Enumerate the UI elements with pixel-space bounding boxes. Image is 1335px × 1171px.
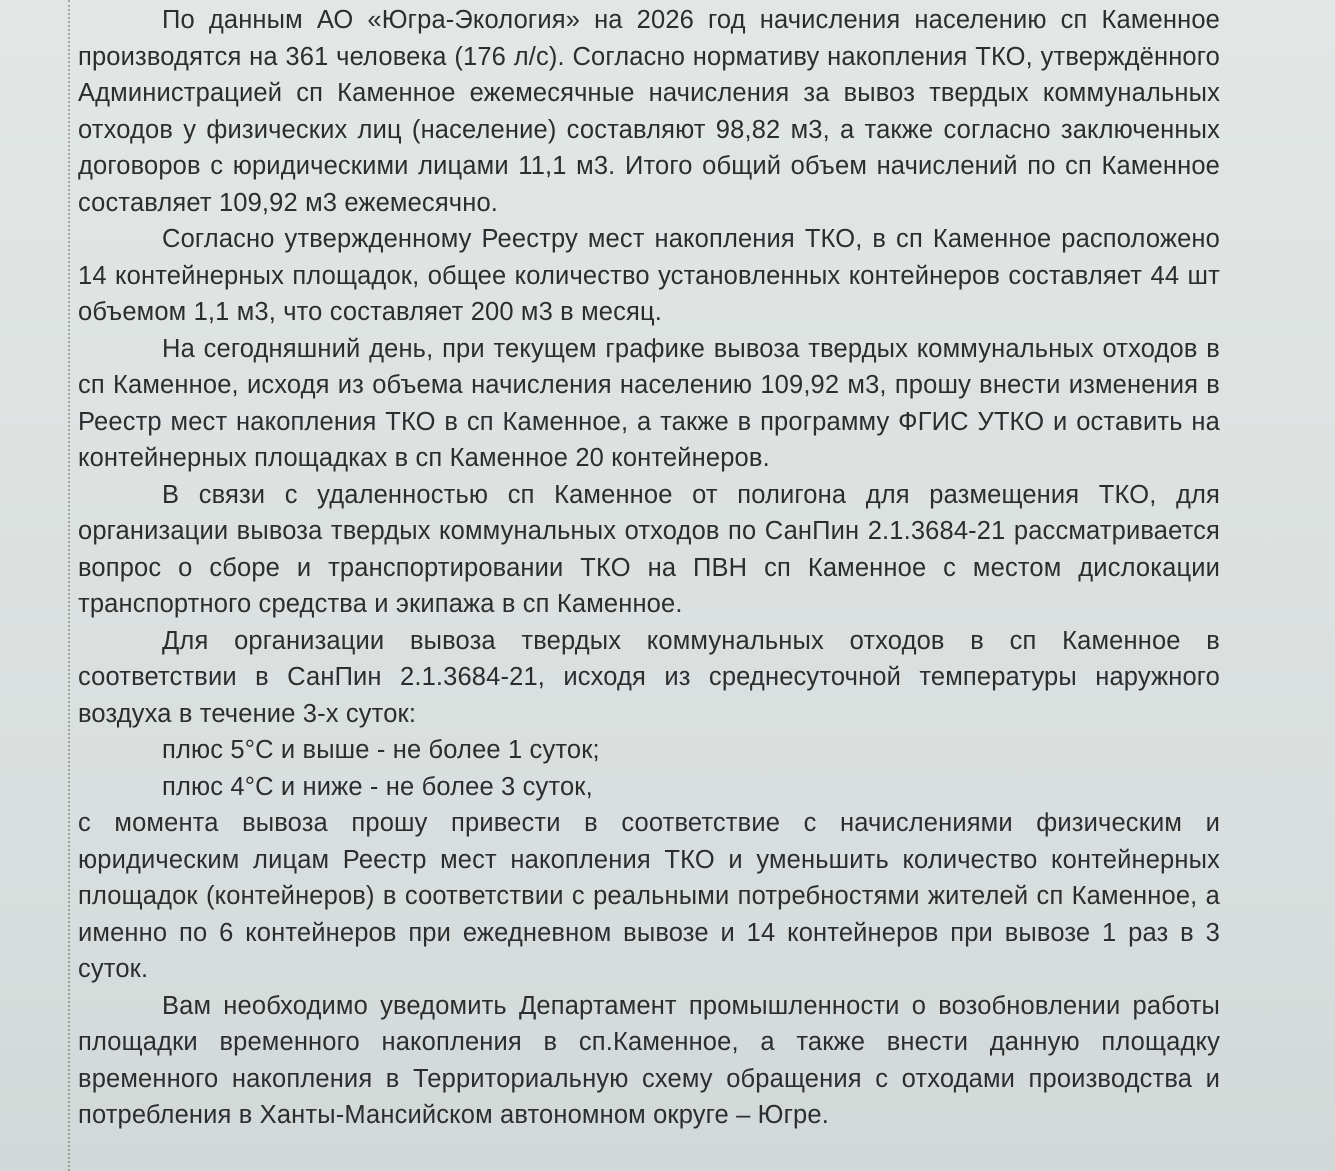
letter-body [78, 2, 1220, 1134]
paragraph-notify-department: Вам необходимо уведомить Департамент промышленности о возобновлении работы площадки временного накопления в сп.Каменное, а также внести данную площадку временного накопления в Территориальную схему обращения с отходами производства и потребления в Ханты-Мансийском автономном округе – Югре. [78, 991, 1220, 1129]
paragraph-reduce-containers: с момента вывоза прошу привести в соответствие с начислениями физическим и юридическим лицам Реестр мест накопления ТКО и уменьшить количество контейнерных площадок (контейнеров) в соответствии с реальными потребностями жителей сп Каменное, а именно по 6 контейнеров при ежедневном вывозе и 14 контейнеров при вывозе 1 раз в 3 суток. [78, 809, 1220, 983]
temperature-rule-cold: плюс 4°С и ниже - не более 3 суток, [162, 772, 593, 801]
paragraph-transport-removal: В связи с удаленностью сп Каменное от полигона для размещения ТКО, для организации вывоза твердых коммунальных отходов по СанПин 2.1.3684-21 рассматривается вопрос о сборе и транспортировании ТКО на ПВН сп Каменное с местом дислокации транспортного средства и экипажа в сп Каменное. [78, 480, 1220, 618]
paragraph-waste-accruals: По данным АО «Югра-Экология» на 2026 год начисления населению сп Каменное производятся на 361 человека (176 л/с). Согласно нормативу накопления ТКО, утверждённого Администрацией сп Каменное ежемесячные начисления за вывоз твердых коммунальных отходов у физических лиц (население) составляют 98,82 м3, а также согласно заключенных договоров с юридическими лицами 11,1 м3. Итого общий объем начислений по сп Каменное составляет 109,92 м3 ежемесячно. [78, 6, 1220, 217]
binding-hole-edge [68, 0, 70, 1171]
paragraph-registry-change-request: На сегодняшний день, при текущем графике вывоза твердых коммунальных отходов в сп Каменное, исходя из объема начисления населению 109,92 м3, прошу внести изменения в Реестр мест накопления ТКО в сп Каменное, а также в программу ФГИС УТКО и оставить на контейнерных площадках в сп Каменное 20 контейнеров. [78, 334, 1220, 472]
paragraph-container-registry: Согласно утвержденному Реестру мест накопления ТКО, в сп Каменное расположено 14 контейнерных площадок, общее количество установленных контейнеров составляет 44 шт объемом 1,1 м3, что составляет 200 м3 в месяц. [78, 225, 1220, 326]
temperature-rule-warm: плюс 5°С и выше - не более 1 суток; [162, 736, 600, 764]
paragraph-sanpin-conditions: Для организации вывоза твердых коммунальных отходов в сп Каменное в соответствии в СанПин 2.1.3684-21, исходя из среднесуточной температуры наружного воздуха в течение 3-х суток: [78, 626, 1220, 728]
